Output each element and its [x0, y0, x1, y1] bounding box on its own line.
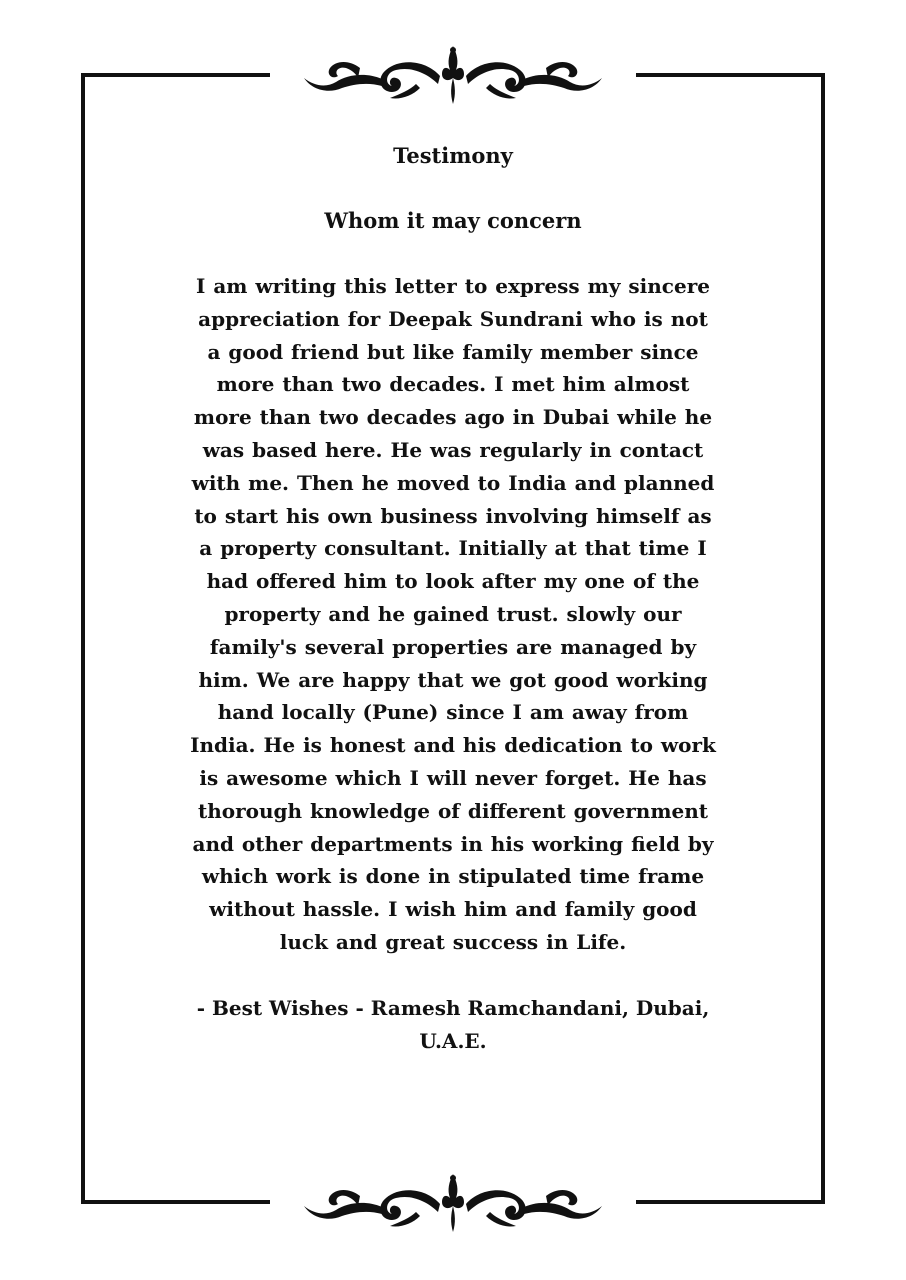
letter-content: [190, 140, 716, 1057]
letter-signature: - Best Wishes - Ramesh Ramchandani, Dubai, U.A.E.: [196, 995, 710, 1053]
frame-top-right-line: [636, 73, 825, 77]
letter-title: Testimony: [393, 143, 513, 168]
bottom-flourish-ornament-icon: [300, 1172, 606, 1236]
frame-bottom-right-line: [636, 1200, 825, 1204]
letter-salutation: Whom it may concern: [324, 208, 582, 233]
letter-body: I am writing this letter to express my sincere appreciation for Deepak Sundrani who is not a good friend but like family member since more than two decades. I met him almost more than two decades ago in Dubai while he was based here. He was regularly in contact with me. Then he moved to India and planned to start his own business involving himself as a property consultant. Initially at that time I had offered him to look after my one of the property and he gained trust. slowly our family's several properties are managed by him. We are happy that we got good working hand locally (Pune) since I am away from India. He is honest and his dedication to work is awesome which I will never forget. He has thorough knowledge of different government and other departments in his working field by which work is done in stipulated time frame without hassle. I wish him and family good luck and great success in Life.: [190, 274, 716, 954]
frame-left-line: [81, 73, 85, 1204]
frame-right-line: [821, 73, 825, 1204]
frame-top-left-line: [81, 73, 270, 77]
frame-bottom-left-line: [81, 1200, 270, 1204]
top-flourish-ornament-icon: [300, 44, 606, 108]
